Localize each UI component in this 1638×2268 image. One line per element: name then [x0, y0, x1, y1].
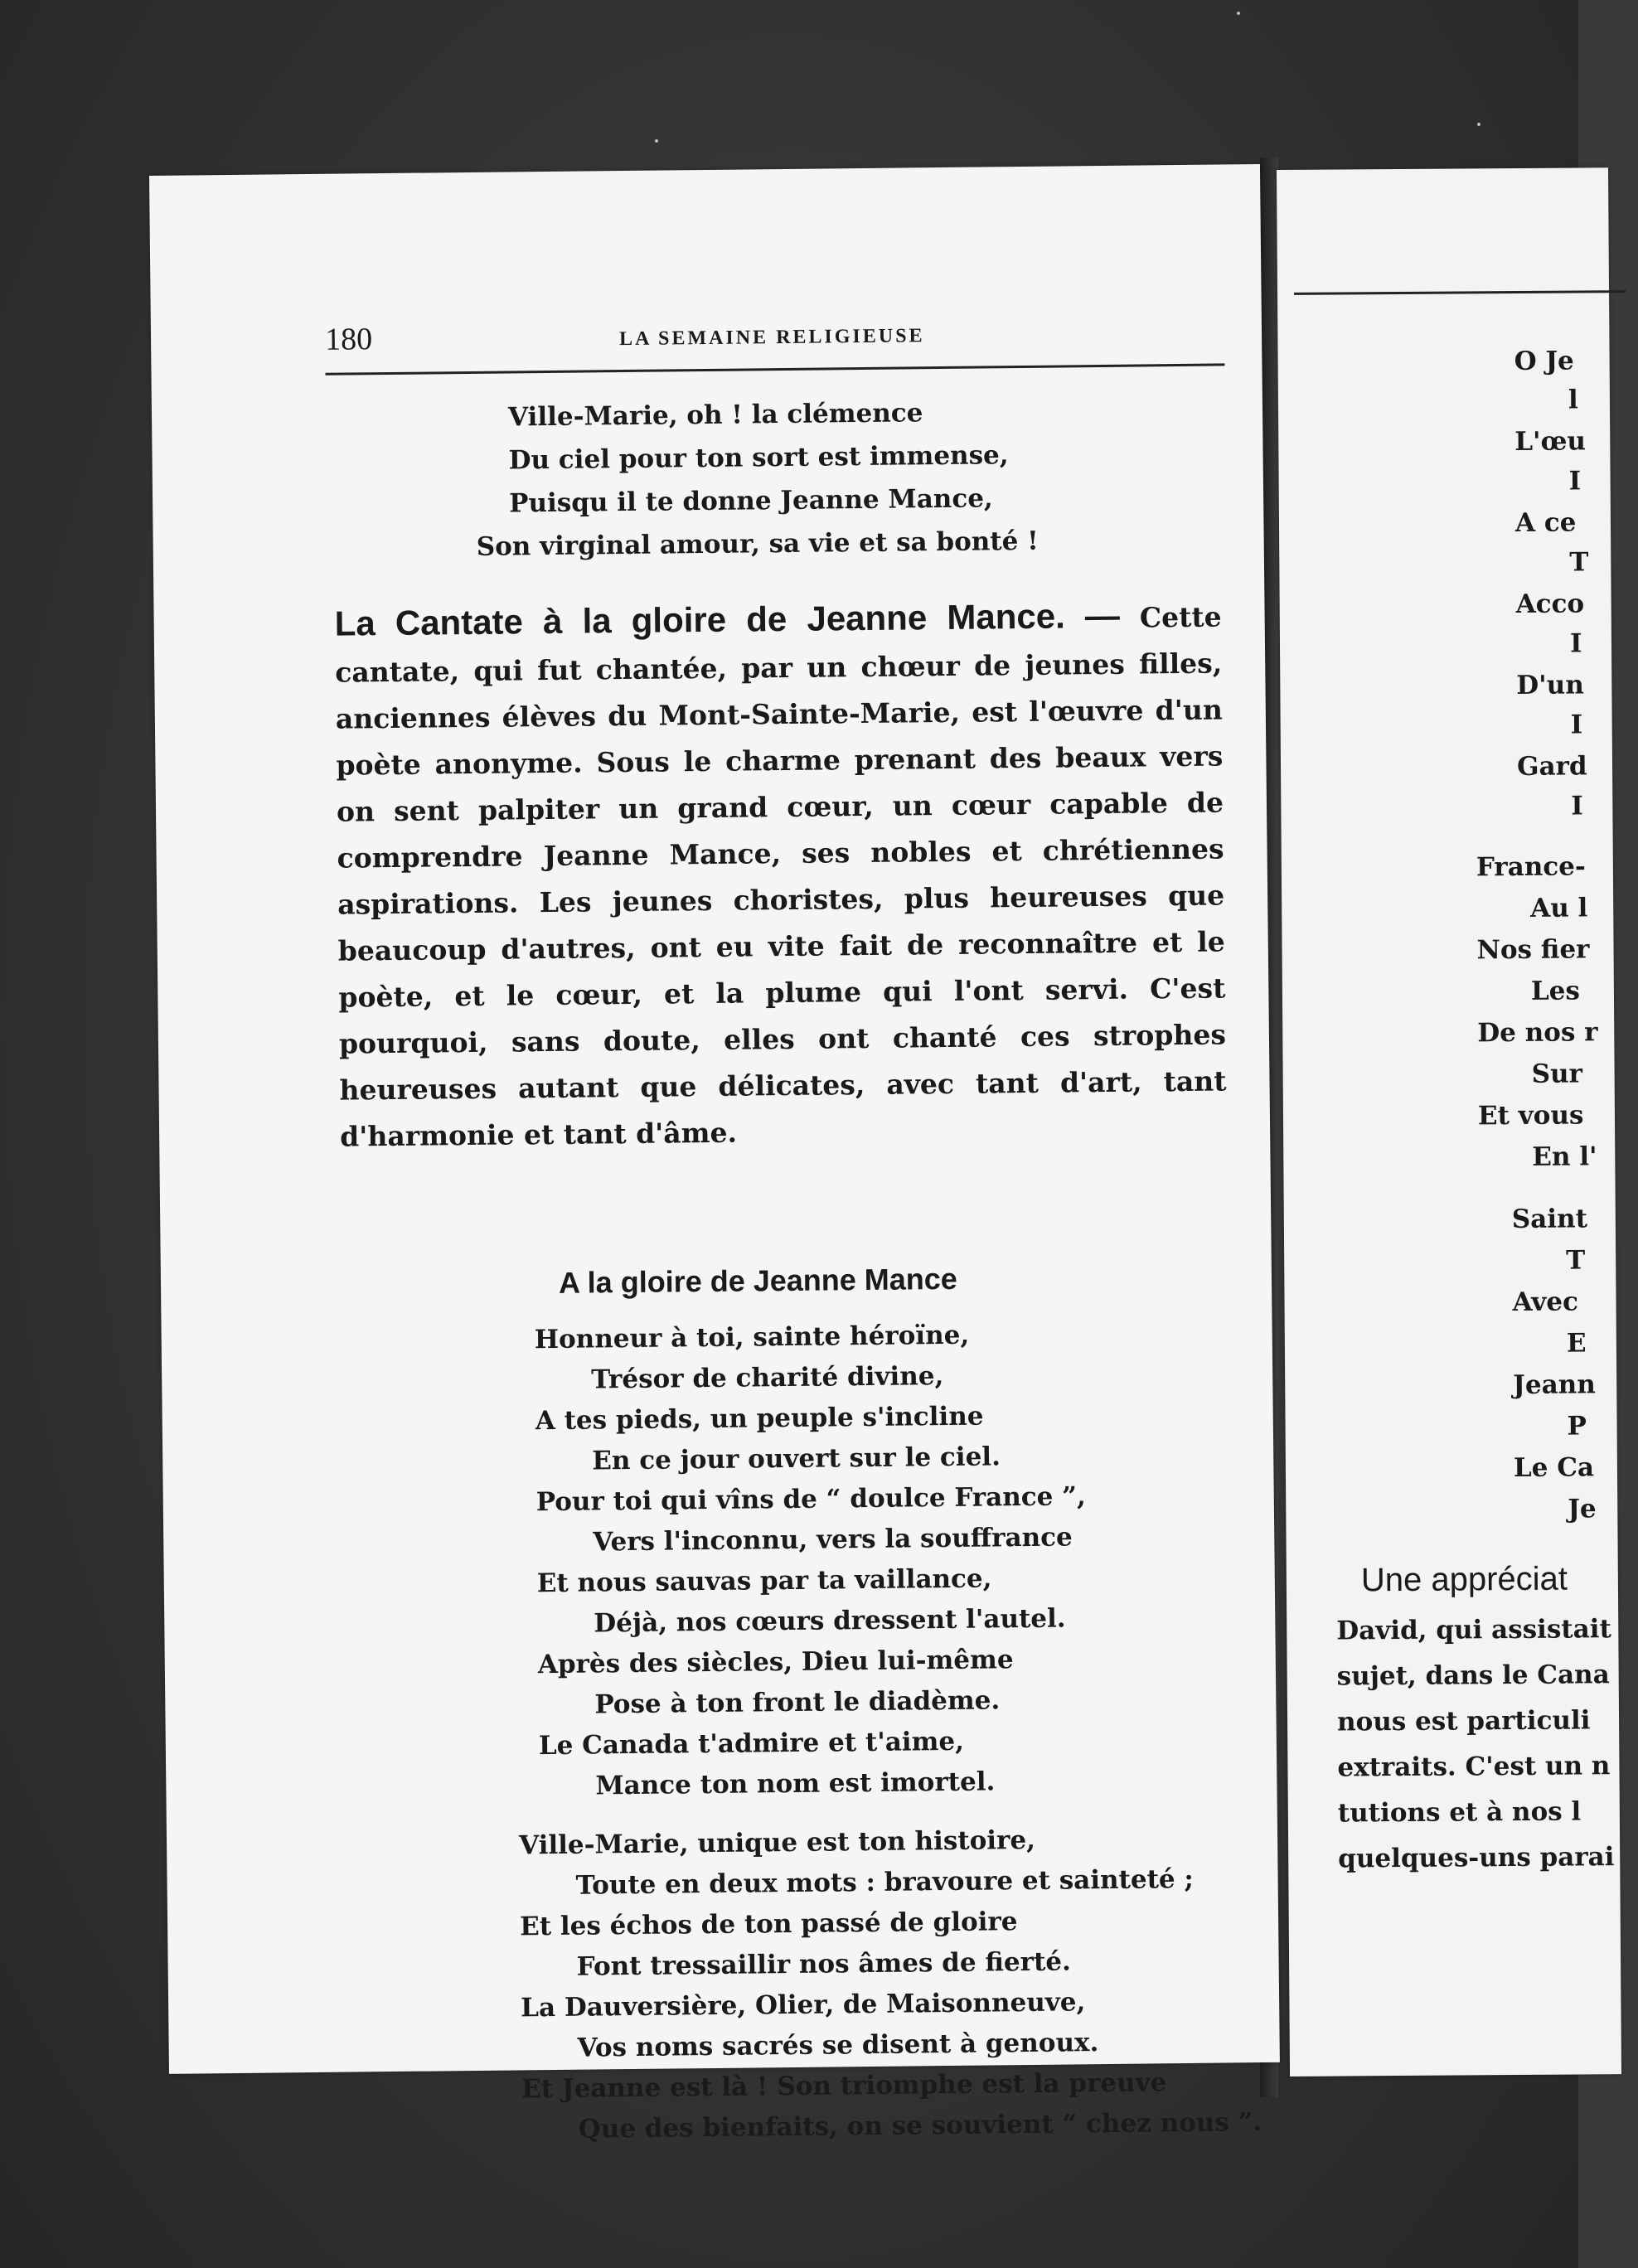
verse-line: Mance ton nom est imortel. — [595, 1766, 996, 1801]
verse-fragment: D'un — [1516, 670, 1584, 700]
verse-fragment: De nos r — [1477, 1017, 1598, 1049]
verse-line: Ville-Marie, unique est ton histoire, — [518, 1825, 1036, 1861]
prose-fragment: David, qui assistait — [1336, 1614, 1611, 1646]
prose-fragment: extraits. C'est un n — [1337, 1751, 1611, 1783]
prose-fragment: nous est particuli — [1336, 1705, 1591, 1737]
header-rule — [1294, 290, 1626, 295]
page-header — [325, 310, 1387, 371]
verse-fragment: Au l — [1530, 893, 1588, 923]
verse-fragment: Jeann — [1513, 1369, 1596, 1401]
right-page — [1277, 167, 1621, 2077]
verse-line: Du ciel pour ton sort est immense, — [508, 440, 1009, 476]
verse-fragment: A ce — [1514, 507, 1577, 538]
verse-line: Et les échos de ton passé de gloire — [519, 1907, 1018, 1942]
prose-fragment: quelques-uns parai — [1338, 1842, 1615, 1874]
opening-verse — [475, 390, 1039, 569]
poem-stanza-1 — [534, 1314, 1088, 1807]
dust-speck — [655, 139, 658, 143]
verse-line: Toute en deux mots : bravoure et sainteté ; — [575, 1863, 1195, 1901]
verse-line: Vos noms sacrés se disent à genoux. — [577, 2028, 1099, 2063]
verse-fragment: Gard — [1516, 751, 1587, 782]
verse-line: A tes pieds, un peuple s'incline — [535, 1401, 984, 1437]
verse-fragment: Nos fier — [1476, 934, 1590, 966]
prose-fragment: tutions et à nos l — [1337, 1796, 1582, 1829]
verse-line: Et Jeanne est là ! Son triomphe est la preuve — [521, 2067, 1167, 2105]
verse-fragment: Saint — [1511, 1204, 1588, 1235]
dust-speck — [1477, 123, 1480, 126]
running-title: LA SEMAINE RELIGIEUSE — [618, 325, 925, 351]
page-number: 180 — [324, 322, 373, 357]
body-paragraph — [334, 591, 1227, 1160]
verse-line: Ville-Marie, oh ! la clémence — [507, 398, 923, 433]
poem-title: A la gloire de Jeanne Mance — [558, 1261, 958, 1300]
verse-fragment: Acco — [1515, 589, 1585, 619]
verse-fragment: Le Ca — [1513, 1452, 1595, 1484]
verse-line: Font tressaillir nos âmes de fierté. — [576, 1946, 1071, 1982]
section-heading: Une appréciat — [1360, 1560, 1568, 1599]
verse-fragment: Je — [1568, 1494, 1597, 1524]
verse-fragment: l — [1568, 385, 1578, 415]
verse-fragment: En l' — [1532, 1141, 1597, 1172]
verse-fragment: T — [1566, 1245, 1586, 1276]
verse-line: En ce jour ouvert sur le ciel. — [592, 1442, 1001, 1476]
verse-fragment: Et vous — [1477, 1100, 1584, 1132]
verse-line: Puisqu il te donne Jeanne Mance, — [508, 483, 993, 519]
verse-line: Pour toi qui vîns de “ doulce France ”, — [536, 1481, 1086, 1518]
verse-fragment: I — [1568, 466, 1582, 497]
dust-speck — [1237, 12, 1240, 15]
verse-line: Honneur à toi, sainte héroïne, — [534, 1320, 970, 1355]
verse-fragment: O Je — [1514, 346, 1574, 377]
verse-fragment: E — [1566, 1328, 1587, 1359]
verse-fragment: I — [1571, 791, 1584, 821]
poem-stanza-2 — [519, 1818, 1262, 2150]
verse-fragment: Avec — [1512, 1287, 1579, 1318]
verse-line: Que des bienfaits, on se souvient “ chez nous ”. — [578, 2107, 1262, 2144]
verse-line: Le Canada t'admire et t'aime, — [538, 1726, 965, 1762]
paragraph-body: Cette cantate, qui fut chantée, par un chœur de jeunes filles, anciennes élèves du Mont-Sainte-Marie, est l'œuvre d'un poète anonyme. Sous le charme prenant des beaux vers on sent palpiter un grand cœur, un cœur capable de comprendre Jeanne Mance, ses nobles et chrétiennes aspirations. Les jeunes choristes, plus heureuses que beaucoup d'autres, ont eu vite fait de reconnaître et le poète, et le cœur, et la plume qui l'ont servi. C'est pourquoi, sans doute, elles ont chanté ces strophes heureuses autant que délicates, avec tant d'art, tant d'harmonie et tant d'âme. — [335, 600, 1227, 1153]
verse-line: Pose à ton front le diadème. — [594, 1685, 1001, 1720]
verse-line: Son virginal amour, sa vie et sa bonté ! — [476, 526, 1039, 562]
verse-line: Trésor de charité divine, — [591, 1361, 944, 1395]
verse-line: Déjà, nos cœurs dressent l'autel. — [594, 1603, 1066, 1639]
verse-line: Vers l'inconnu, vers la souffrance — [593, 1522, 1073, 1558]
verse-line: Et nous sauvas par ta vaillance, — [536, 1563, 992, 1599]
verse-line: La Dauversière, Olier, de Maisonneuve, — [520, 1987, 1086, 2023]
verse-fragment: L'œu — [1514, 426, 1587, 458]
left-page — [149, 164, 1280, 2144]
paragraph-lead: La Cantate à la gloire de Jeanne Mance. — — [334, 595, 1121, 643]
verse-fragment: France- — [1476, 851, 1586, 883]
verse-line: Après des siècles, Dieu lui-même — [537, 1645, 1014, 1680]
verse-fragment: I — [1570, 710, 1583, 740]
verse-fragment: Sur — [1531, 1059, 1583, 1089]
verse-fragment: Les — [1530, 976, 1581, 1006]
verse-fragment: I — [1569, 628, 1582, 659]
verse-fragment: T — [1569, 547, 1589, 578]
prose-fragment: sujet, dans le Cana — [1336, 1660, 1610, 1692]
verse-fragment: P — [1567, 1411, 1587, 1442]
